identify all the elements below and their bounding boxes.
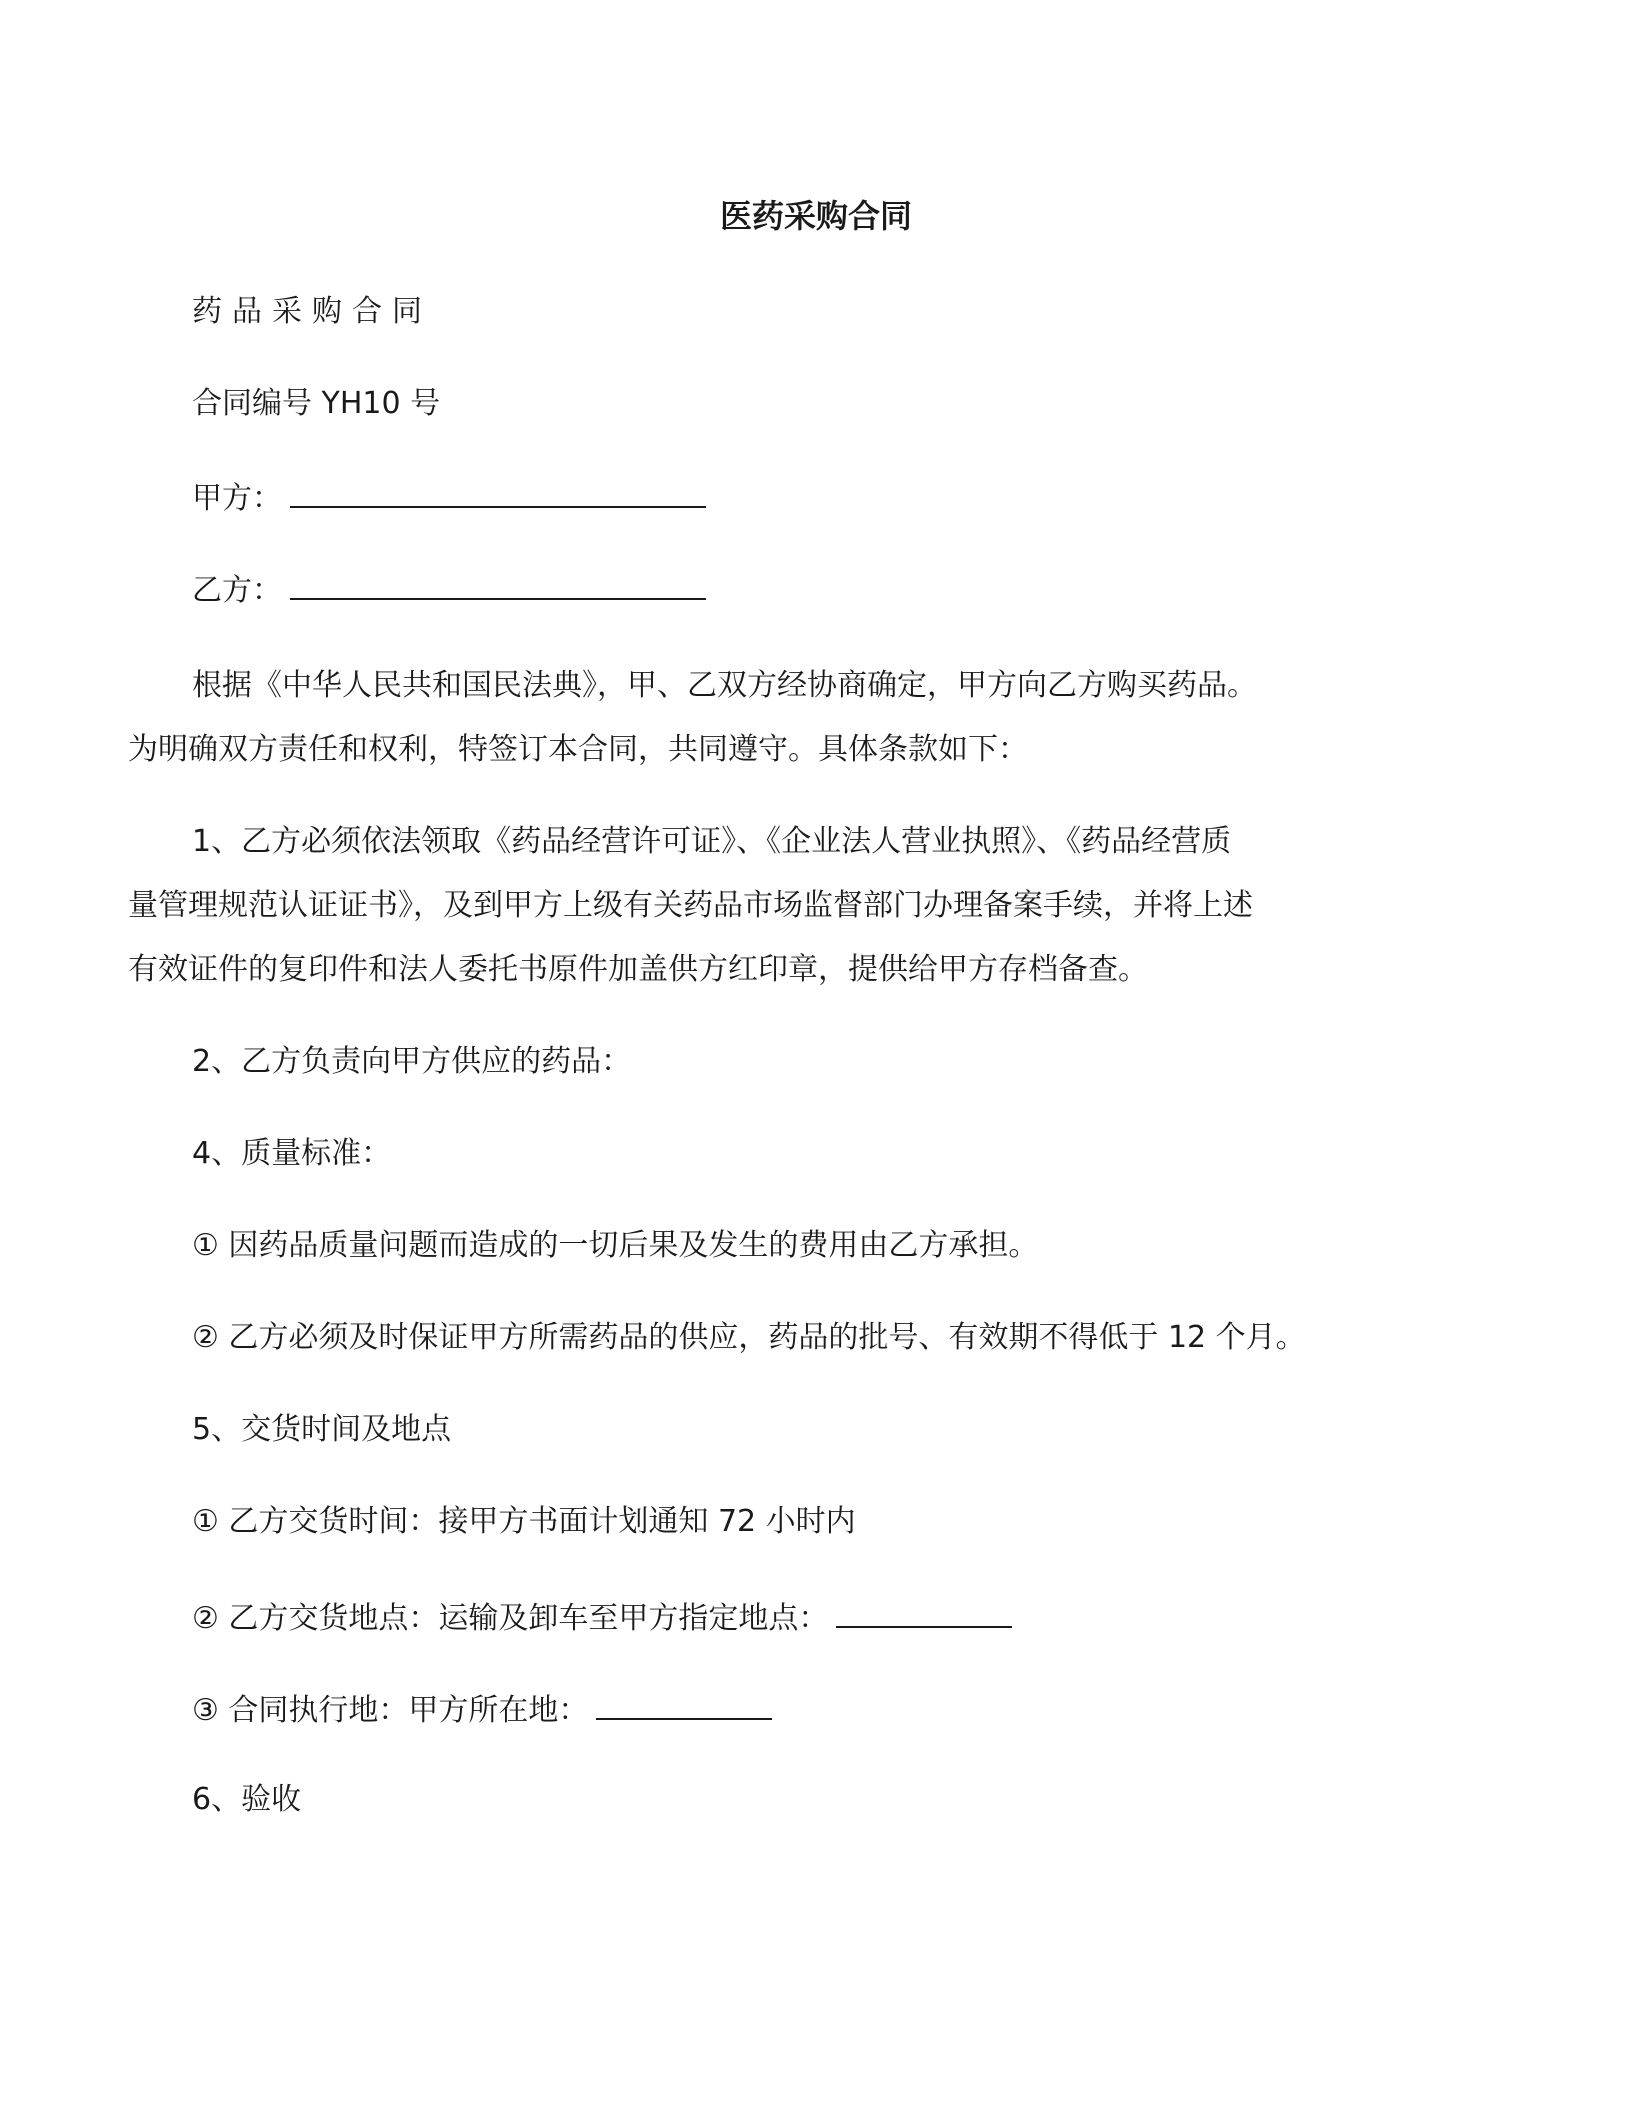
clause-2: 2、乙方负责向甲方供应的药品： xyxy=(192,1044,632,1079)
party-b-line xyxy=(192,568,1460,611)
clause-5-item-2: ② 乙方交货地点：运输及卸车至甲方指定地点： xyxy=(192,1601,829,1636)
intro-line-2: 为明确双方责任和权利，特签订本合同，共同遵守。具体条款如下： xyxy=(128,732,1028,767)
contract-number: 合同编号 YH10 号 xyxy=(192,386,441,421)
clause-1-line-1: 1、乙方必须依法领取《药品经营许可证》、《企业法人营业执照》、《药品经营质 xyxy=(192,824,1232,859)
clause-5-item-3: ③ 合同执行地：甲方所在地： xyxy=(192,1693,589,1728)
clause-4-item-2: ② 乙方必须及时保证甲方所需药品的供应，药品的批号、有效期不得低于 12 个月。 xyxy=(192,1320,1306,1355)
clause-5: 5、交货时间及地点 xyxy=(192,1412,452,1447)
party-a-blank xyxy=(290,476,706,508)
intro-paragraph xyxy=(128,654,1460,782)
clause-1-line-2: 量管理规范认证证书》，及到甲方上级有关药品市场监督部门办理备案手续，并将上述 xyxy=(128,888,1253,923)
execution-location-blank xyxy=(596,1688,772,1720)
document-title: 医药采购合同 xyxy=(719,197,912,235)
clause-4: 4、质量标准： xyxy=(192,1136,392,1171)
clause-1-line-3: 有效证件的复印件和法人委托书原件加盖供方红印章，提供给甲方存档备查。 xyxy=(128,952,1148,987)
clause-5-item-3-line xyxy=(192,1688,1460,1731)
delivery-location-blank xyxy=(836,1596,1012,1628)
clause-5-item-2-line xyxy=(192,1596,1460,1639)
document-subtitle: 药品采购合同 xyxy=(192,294,432,329)
clause-4-item-1: ① 因药品质量问题而造成的一切后果及发生的费用由乙方承担。 xyxy=(192,1228,1039,1263)
clause-6: 6、验收 xyxy=(192,1782,302,1817)
party-a-label: 甲方： xyxy=(192,481,282,516)
party-b-blank xyxy=(290,568,706,600)
intro-line-1: 根据《中华人民共和国民法典》，甲、乙双方经协商确定，甲方向乙方购买药品。 xyxy=(192,668,1257,703)
party-b-label: 乙方： xyxy=(192,573,282,608)
clause-1-paragraph xyxy=(128,810,1460,1002)
party-a-line xyxy=(192,476,1460,519)
clause-5-item-1: ① 乙方交货时间：接甲方书面计划通知 72 小时内 xyxy=(192,1504,856,1539)
